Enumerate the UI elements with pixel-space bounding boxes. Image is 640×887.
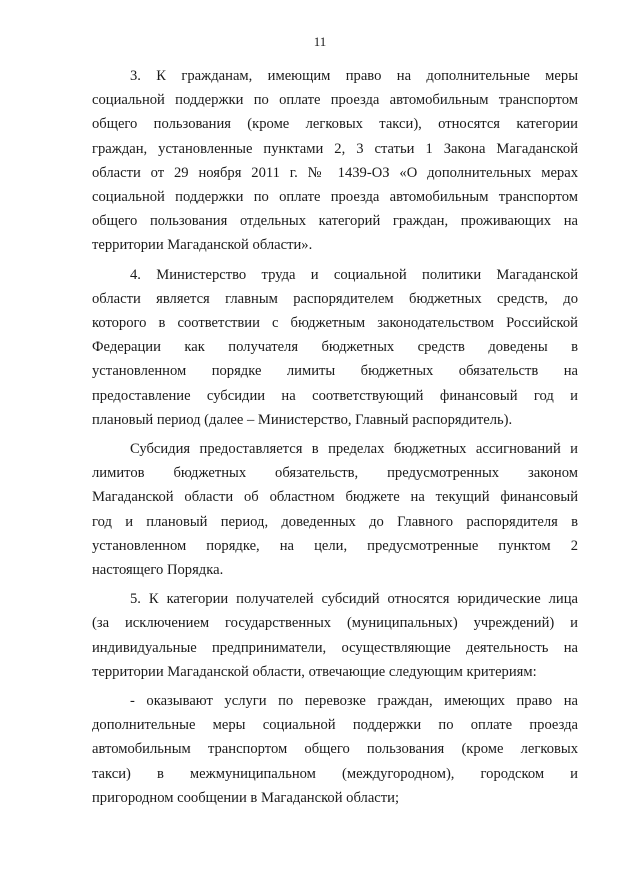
paragraph-line: социальной поддержки по оплате проезда автомобильным транспортом	[92, 189, 578, 206]
paragraph-line: 3. К гражданам, имеющим право на дополнительные меры	[130, 68, 578, 84]
paragraph-line: территории Магаданской области, отвечающие следующим критериям:	[92, 663, 537, 680]
paragraph-line: которого в соответствии с бюджетным законодательством Российской	[92, 315, 578, 332]
paragraph-line: Магаданской области об областном бюджете на текущий финансовый	[92, 489, 578, 506]
paragraph-line: граждан, установленные пунктами 2, 3 статьи 1 Закона Магаданской	[92, 140, 578, 157]
paragraph-line: области является главным распорядителем бюджетных средств, до	[92, 290, 578, 307]
paragraph-4	[92, 263, 578, 432]
paragraph-line: - оказывают услуги по перевозке граждан, имеющих право на	[130, 693, 578, 710]
paragraph-line: Федерации как получателя бюджетных средств доведены в	[92, 339, 578, 356]
paragraph-line: установленном порядке лимиты бюджетных обязательств на	[92, 363, 578, 380]
paragraph-5	[92, 587, 578, 684]
paragraph-subsidy	[92, 437, 578, 582]
paragraph-line: установленном порядке, на цели, предусмотренные пунктом 2	[92, 537, 578, 554]
paragraph-line: предоставление субсидии на соответствующий финансовый год и	[92, 387, 578, 404]
paragraph-line: территории Магаданской области».	[92, 237, 313, 254]
paragraph-line: такси) в межмуниципальном (междугородном), городском и	[92, 765, 578, 782]
paragraph-criterion	[92, 689, 578, 810]
paragraph-line: год и плановый период, доведенных до Главного распорядителя в	[92, 513, 578, 530]
paragraph-line: общего пользования отдельных категорий граждан, проживающих на	[92, 213, 578, 230]
page-number: 11	[313, 34, 327, 49]
paragraph-line: (за исключением государственных (муниципальных) учреждений) и	[92, 615, 578, 632]
paragraph-line: общего пользования (кроме легковых такси), относятся категории	[92, 116, 578, 133]
paragraph-line: лимитов бюджетных обязательств, предусмотренных законом	[92, 465, 578, 482]
paragraph-line: социальной поддержки по оплате проезда автомобильным транспортом	[92, 92, 578, 109]
paragraph-line: дополнительные меры социальной поддержки по оплате проезда	[92, 717, 578, 734]
paragraph-line: области от 29 ноября 2011 г. № 1439-ОЗ «О дополнительных мерах	[92, 164, 578, 181]
paragraph-3	[92, 64, 578, 258]
paragraph-line: Субсидия предоставляется в пределах бюджетных ассигнований и	[130, 441, 578, 458]
paragraph-line: пригородном сообщении в Магаданской области;	[92, 789, 400, 806]
paragraph-line: настоящего Порядка.	[92, 562, 224, 579]
paragraph-line: плановый период (далее – Министерство, Главный распорядитель).	[92, 411, 513, 428]
paragraph-line: 5. К категории получателей субсидий относятся юридические лица	[130, 591, 578, 608]
document-body	[92, 64, 578, 815]
paragraph-line: индивидуальные предприниматели, осуществляющие деятельность на	[92, 639, 578, 656]
paragraph-line: автомобильным транспортом общего пользования (кроме легковых	[92, 741, 578, 758]
paragraph-line: 4. Министерство труда и социальной политики Магаданской	[130, 266, 578, 283]
